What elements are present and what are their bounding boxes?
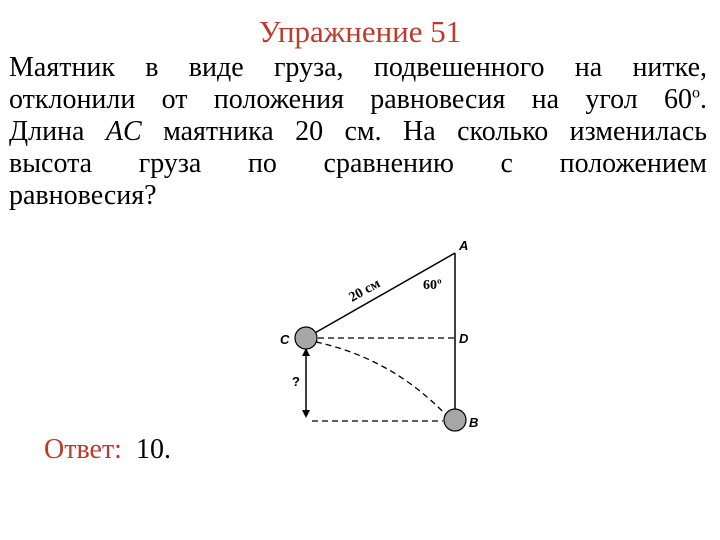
problem-line-2 [9,84,707,116]
problem-line-2-text: отклонили от положения равновесия на угол 60 [9,84,692,115]
problem-line-3 [9,116,707,148]
weight-c [295,327,317,349]
label-a: A [459,238,469,253]
segment-name: AC [105,116,142,147]
problem-line-2-end: . [700,84,707,115]
unknown-label: ? [292,374,300,389]
pendulum-diagram [270,232,500,442]
dashed-arc [306,340,449,418]
problem-line-5: равновесия? [9,180,157,211]
label-d: D [459,331,469,346]
answer-value: 10. [135,434,171,465]
answer-label: Ответ: [44,434,122,465]
weight-b [444,409,466,431]
label-c: C [280,332,290,347]
length-label: 20 см [346,276,384,306]
string-ac [306,253,455,338]
answer [44,434,171,466]
problem-line-3-start: Длина [9,116,85,147]
degree-mark: о [692,84,700,102]
label-b: B [469,415,479,430]
problem-text [9,52,707,212]
problem-line-3-end: маятника 20 см. На сколько изменилась [163,116,708,147]
problem-line-1: Маятник в виде груза, подвешенного на нитке, [9,52,707,83]
problem-line-4: высота груза по сравнению с положением [9,148,707,179]
angle-label: 60º [423,278,442,293]
page-title: Упражнение 51 [258,14,462,49]
